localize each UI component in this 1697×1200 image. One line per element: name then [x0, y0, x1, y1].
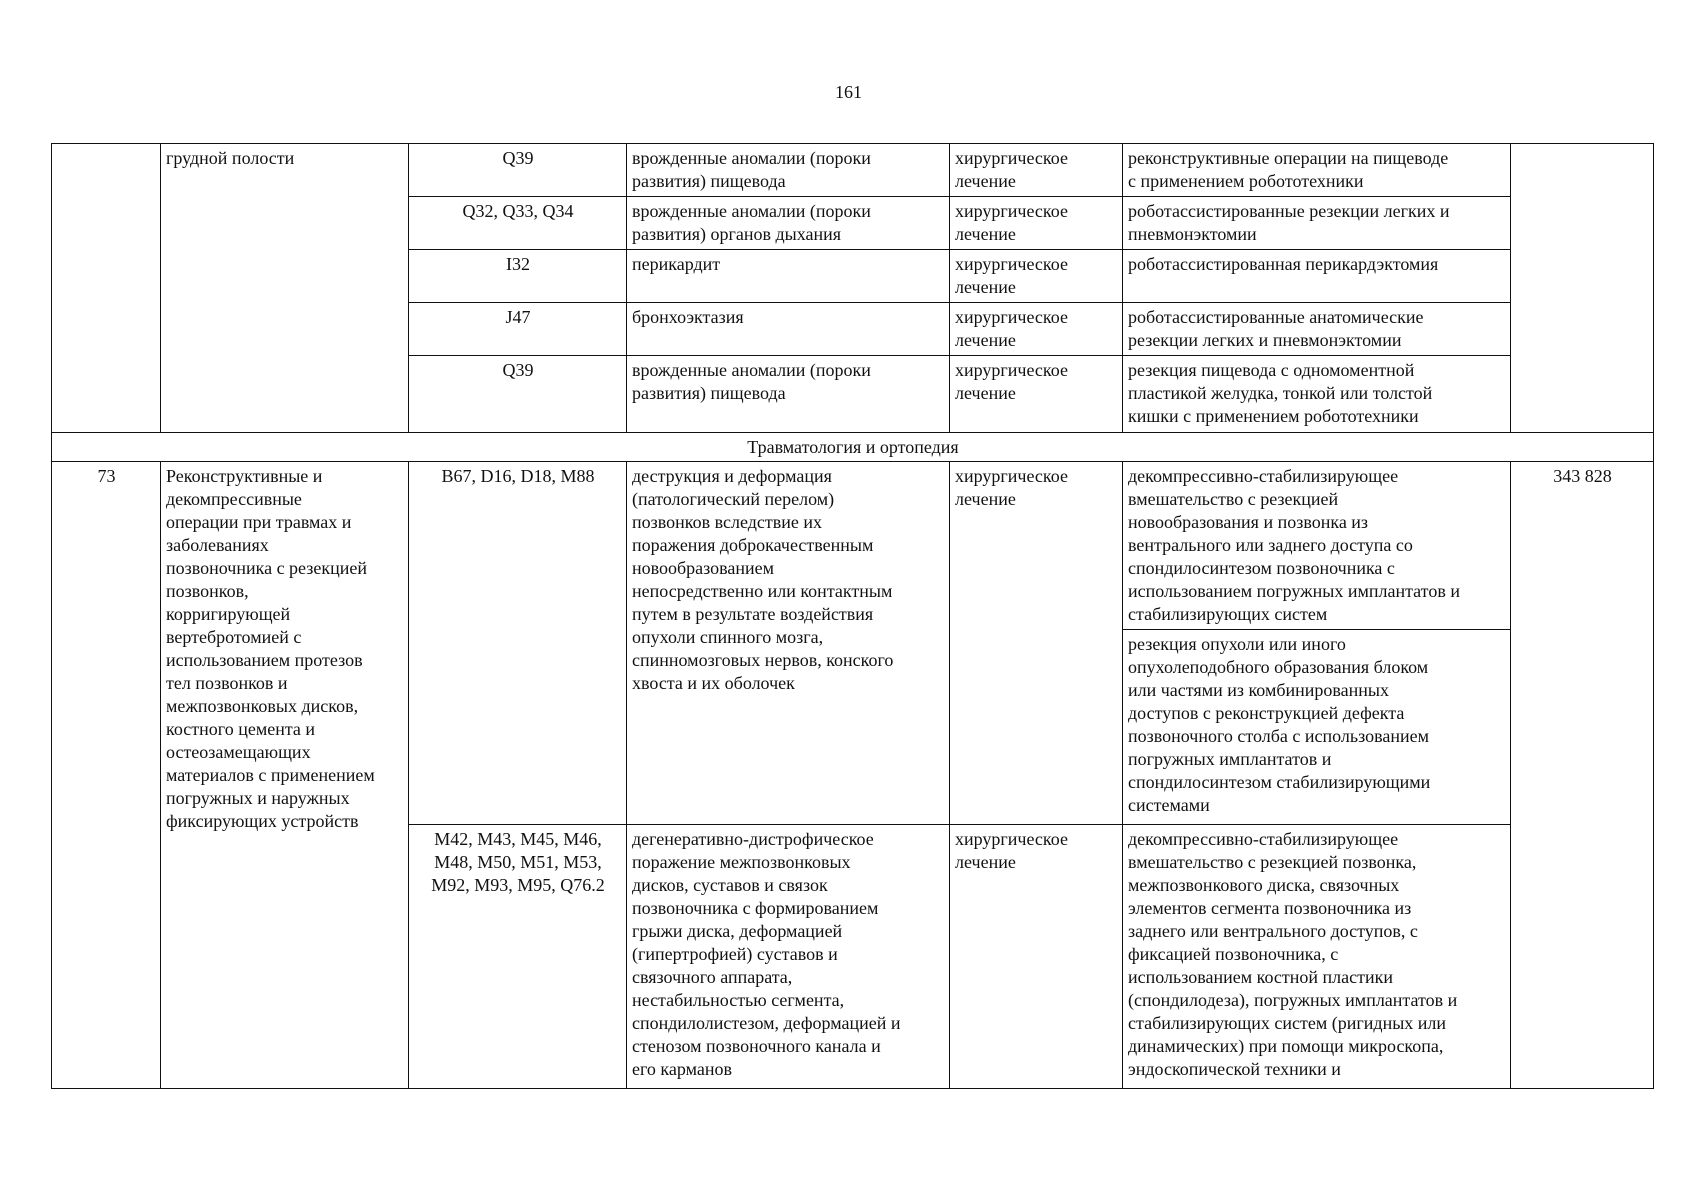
treatment-cell: хирургическое лечение — [950, 303, 1123, 356]
method-cell: роботассистированные анатомические резекции легких и пневмонэктомии — [1123, 303, 1511, 356]
method-cell: реконструктивные операции на пищеводе с применением робототехники — [1123, 144, 1511, 197]
codes-cell: M42, M43, M45, M46, M48, M50, M51, M53, M92, M93, M95, Q76.2 — [409, 825, 627, 1089]
codes-cell: Q39 — [409, 356, 627, 433]
treatment-cell: хирургическое лечение — [950, 825, 1123, 1089]
treatment-cell: хирургическое лечение — [950, 197, 1123, 250]
section-header-row — [52, 433, 1654, 462]
treatment-cell: хирургическое лечение — [950, 250, 1123, 303]
treatment-cell: хирургическое лечение — [950, 356, 1123, 433]
codes-cell: J47 — [409, 303, 627, 356]
item-number-cell: 73 — [52, 462, 161, 1089]
method-cell: роботассистированная перикардэктомия — [1123, 250, 1511, 303]
cost-cell — [1511, 144, 1654, 433]
method-cell: резекция пищевода с одномоментной пластикой желудка, тонкой или толстой кишки с применением робототехники — [1123, 356, 1511, 433]
diagnosis-cell: врожденные аномалии (пороки развития) органов дыхания — [627, 197, 950, 250]
diagnosis-cell: дегенеративно-дистрофическое поражение межпозвонковых дисков, суставов и связок позвоночника с формированием грыжи диска, деформацией (гипертрофией) суставов и связочного аппарата, нестабильностью сегмента, спондилолистезом, деформацией и стенозом позвоночного канала и его карманов — [627, 825, 950, 1089]
medical-care-table — [51, 143, 1654, 1089]
table-row — [52, 144, 1654, 197]
treatment-cell: хирургическое лечение — [950, 144, 1123, 197]
treatment-cell: хирургическое лечение — [950, 462, 1123, 825]
method-cell: роботассистированные резекции легких и пневмонэктомии — [1123, 197, 1511, 250]
codes-cell: I32 — [409, 250, 627, 303]
section-title: Травматология и ортопедия — [52, 433, 1654, 462]
page-number: 161 — [835, 82, 862, 102]
table-row — [52, 462, 1654, 630]
group-name-cell: Реконструктивные и декомпрессивные операции при травмах и заболеваниях позвоночника с резекцией позвонков, корригирующей вертебротомией с использованием протезов тел позвонков и межпозвонковых дисков, костного цемента и остеозамещающих материалов с применением погружных и наружных фиксирующих устройств — [161, 462, 409, 1089]
diagnosis-cell: бронхоэктазия — [627, 303, 950, 356]
diagnosis-cell: деструкция и деформация (патологический перелом) позвонков вследствие их поражения доброкачественным новообразованием непосредственно или контактным путем в результате воздействия опухоли спинного мозга, спинномозговых нервов, конского хвоста и их оболочек — [627, 462, 950, 825]
diagnosis-cell: врожденные аномалии (пороки развития) пищевода — [627, 144, 950, 197]
cost-cell: 343 828 — [1511, 462, 1654, 1089]
codes-cell: Q32, Q33, Q34 — [409, 197, 627, 250]
codes-cell: B67, D16, D18, M88 — [409, 462, 627, 825]
item-number-cell — [52, 144, 161, 433]
codes-cell: Q39 — [409, 144, 627, 197]
method-cell: резекция опухоли или иного опухолеподобного образования блоком или частями из комбинированных доступов с реконструкцией дефекта позвоночного столба с использованием погружных имплантатов и спондилосинтезом стабилизирующими системами — [1123, 630, 1511, 825]
method-cell: декомпрессивно-стабилизирующее вмешательство с резекцией позвонка, межпозвонкового диска, связочных элементов сегмента позвоночника из заднего или вентрального доступов, с фиксацией позвоночника, с использованием костной пластики (спондилодеза), погружных имплантатов и стабилизирующих систем (ригидных или динамических) при помощи микроскопа, эндоскопической техники и — [1123, 825, 1511, 1089]
method-cell: декомпрессивно-стабилизирующее вмешательство с резекцией новообразования и позвонка из вентрального или заднего доступа со спондилосинтезом позвоночника с использованием погружных имплантатов и стабилизирующих систем — [1123, 462, 1511, 630]
group-name-cell: грудной полости — [161, 144, 409, 433]
diagnosis-cell: перикардит — [627, 250, 950, 303]
diagnosis-cell: врожденные аномалии (пороки развития) пищевода — [627, 356, 950, 433]
